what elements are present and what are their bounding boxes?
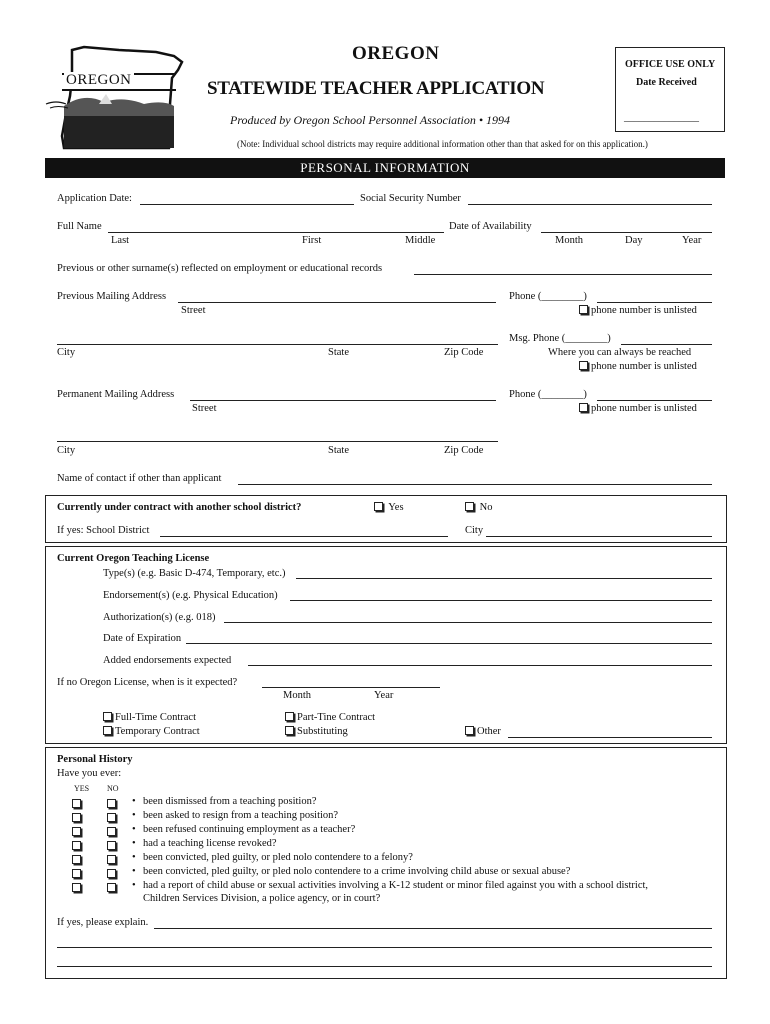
application-date-label: Application Date: [57,193,132,204]
perm-city-field[interactable] [57,441,498,442]
year-caption: Year [374,690,394,701]
bullet-icon: • [132,824,136,835]
no-checkbox-icon[interactable] [107,813,116,822]
history-item-text: been convicted, pled guilty, or pled nolo contendere to a felony? [143,852,413,863]
phone-unlisted-label: phone number is unlisted [591,361,697,372]
phone-unlisted-2[interactable] [579,361,697,372]
endorsements-field[interactable] [290,600,712,601]
explain-label: If yes, please explain. [57,917,149,928]
history-section [45,747,727,979]
month-caption: Month [283,690,312,701]
history-item-text: been convicted, pled guilty, or pled nolo contendere to a crime involving child abuse or sexual abuse? [143,866,571,877]
license-title: Current Oregon Teaching License [57,553,210,564]
no-checkbox-icon[interactable] [107,827,116,836]
yes-checkbox-icon[interactable] [72,855,81,864]
other-option[interactable] [465,726,501,737]
bullet-icon: • [132,810,136,821]
yes-checkbox-icon[interactable] [72,827,81,836]
zip-caption: Zip Code [444,347,484,358]
ssn-label: Social Security Number [360,193,461,204]
middle-caption: Middle [405,235,436,246]
contact-name-label: Name of contact if other than applicant [57,473,222,484]
contract-yes[interactable] [374,502,404,513]
checkbox-icon[interactable] [579,361,588,370]
where-reached-caption: Where you can always be reached [548,347,692,358]
full-name-field[interactable] [108,232,444,233]
full-time-option[interactable] [103,712,196,723]
title-line2: STATEWIDE TEACHER APPLICATION [207,78,545,99]
checkbox-icon[interactable] [285,712,294,721]
part-time-option[interactable] [285,712,375,723]
bullet-icon: • [132,866,136,877]
previous-surnames-field[interactable] [414,274,712,275]
history-item-7-cont: Children Services Division, a police agency, or in court? [143,893,381,904]
full-name-label: Full Name [57,221,102,232]
expiration-field[interactable] [186,643,712,644]
endorsements-label: Endorsement(s) (e.g. Physical Education) [103,590,278,601]
checkbox-icon[interactable] [285,726,294,735]
no-checkbox-icon[interactable] [107,883,116,892]
if-no-license-label: If no Oregon License, when is it expected? [57,677,238,688]
state-caption: State [328,445,349,456]
full-time-label: Full-Time Contract [115,712,196,723]
perm-phone-field[interactable] [597,400,712,401]
yes-column-header: YES [74,784,90,793]
previous-surnames-label: Previous or other surname(s) reflected on employment or educational records [57,263,383,274]
day-caption: Day [625,235,643,246]
office-use-title: OFFICE USE ONLY [625,59,716,70]
bullet-icon: • [132,880,136,891]
substituting-label: Substituting [297,726,348,737]
checkbox-icon[interactable] [579,305,588,314]
first-caption: First [302,235,322,246]
date-availability-field[interactable] [541,232,712,233]
yes-checkbox-icon[interactable] [72,869,81,878]
expiration-label: Date of Expiration [103,633,182,644]
part-time-label: Part-Tine Contract [297,712,376,723]
checkbox-icon[interactable] [374,502,383,511]
prev-mailing-field[interactable] [178,302,496,303]
license-types-field[interactable] [296,578,712,579]
history-item-text: been asked to resign from a teaching position? [143,810,339,821]
date-received-blank[interactable]: _______________ [624,112,699,123]
produced-by: Produced by Oregon School Personnel Association • 1994 [230,113,511,127]
authorizations-field[interactable] [224,622,712,623]
no-column-header: NO [107,784,119,793]
perm-mailing-field[interactable] [190,400,496,401]
checkbox-icon[interactable] [465,726,474,735]
perm-mailing-label: Permanent Mailing Address [57,389,175,400]
have-you-label: Have you ever: [57,768,122,779]
street-caption: Street [181,305,206,316]
contract-city-label: City [465,525,484,536]
phone-unlisted-1[interactable] [579,305,697,316]
yes-checkbox-icon[interactable] [72,883,81,892]
oregon-logo [44,44,184,150]
personal-info-header: PERSONAL INFORMATION [45,158,725,178]
substituting-option[interactable] [285,726,348,737]
history-item-text: had a report of child abuse or sexual activities involving a K-12 student or minor filed against you with a school district, [143,880,649,891]
history-item-text: been refused continuing employment as a teacher? [143,824,356,835]
temporary-label: Temporary Contract [115,726,200,737]
added-endorsements-label: Added endorsements expected [103,655,232,666]
no-label: No [479,502,493,513]
city-caption: City [57,347,76,358]
checkbox-icon[interactable] [103,712,112,721]
authorizations-label: Authorization(s) (e.g. 018) [103,612,216,623]
no-checkbox-icon[interactable] [107,799,116,808]
prev-mailing-label: Previous Mailing Address [57,291,167,302]
year-caption: Year [682,235,702,246]
state-caption: State [328,347,349,358]
bullet-icon: • [132,796,136,807]
zip-caption: Zip Code [444,445,484,456]
bullet-icon: • [132,852,136,863]
license-expected-field[interactable] [262,687,440,688]
yes-checkbox-icon[interactable] [72,799,81,808]
phone-field[interactable] [597,302,712,303]
date-availability-label: Date of Availability [449,221,532,232]
contract-question: Currently under contract with another school district? [57,502,302,513]
no-checkbox-icon[interactable] [107,855,116,864]
school-district-field[interactable] [160,536,448,537]
note: (Note: Individual school districts may require additional information other than that asked for on this application.) [237,139,648,149]
no-checkbox-icon[interactable] [107,841,116,850]
phone-label: Phone (________) [509,389,587,400]
explain-field-2[interactable] [57,947,712,948]
yes-checkbox-icon[interactable] [72,841,81,850]
checkbox-icon[interactable] [103,726,112,735]
ssn-field[interactable] [468,204,712,205]
temporary-option[interactable] [103,726,200,737]
month-caption: Month [555,235,584,246]
school-district-label: If yes: School District [57,525,150,536]
contract-city-field[interactable] [486,536,712,537]
checkbox-icon[interactable] [465,502,474,511]
date-received-label: Date Received [636,77,697,88]
other-field[interactable] [508,737,712,738]
office-use-box [615,47,725,132]
bullet-icon: • [132,838,136,849]
no-checkbox-icon[interactable] [107,869,116,878]
phone-unlisted-3[interactable] [579,403,697,414]
application-date-field[interactable] [140,204,354,205]
contact-name-field[interactable] [238,484,712,485]
msg-phone-label: Msg. Phone (________) [509,333,611,344]
contract-no[interactable] [465,502,492,513]
history-item-text: had a teaching license revoked? [143,838,277,849]
added-endorsements-field[interactable] [248,665,712,666]
explain-field-3[interactable] [57,966,712,967]
logo-text: OREGON [66,72,132,88]
phone-unlisted-label: phone number is unlisted [591,305,697,316]
checkbox-icon[interactable] [579,403,588,412]
title-line1: OREGON [352,43,440,64]
msg-phone-field[interactable] [621,344,712,345]
history-item-text: been dismissed from a teaching position? [143,796,317,807]
phone-unlisted-label: phone number is unlisted [591,403,697,414]
phone-label: Phone (________) [509,291,587,302]
yes-label: Yes [388,502,404,513]
prev-city-field[interactable] [57,344,498,345]
other-label: Other [477,726,501,737]
street-caption: Street [192,403,217,414]
explain-field-1[interactable] [154,928,712,929]
last-caption: Last [111,235,130,246]
history-title: Personal History [57,754,133,765]
license-types-label: Type(s) (e.g. Basic D-474, Temporary, etc.) [103,568,286,579]
yes-checkbox-icon[interactable] [72,813,81,822]
city-caption: City [57,445,76,456]
